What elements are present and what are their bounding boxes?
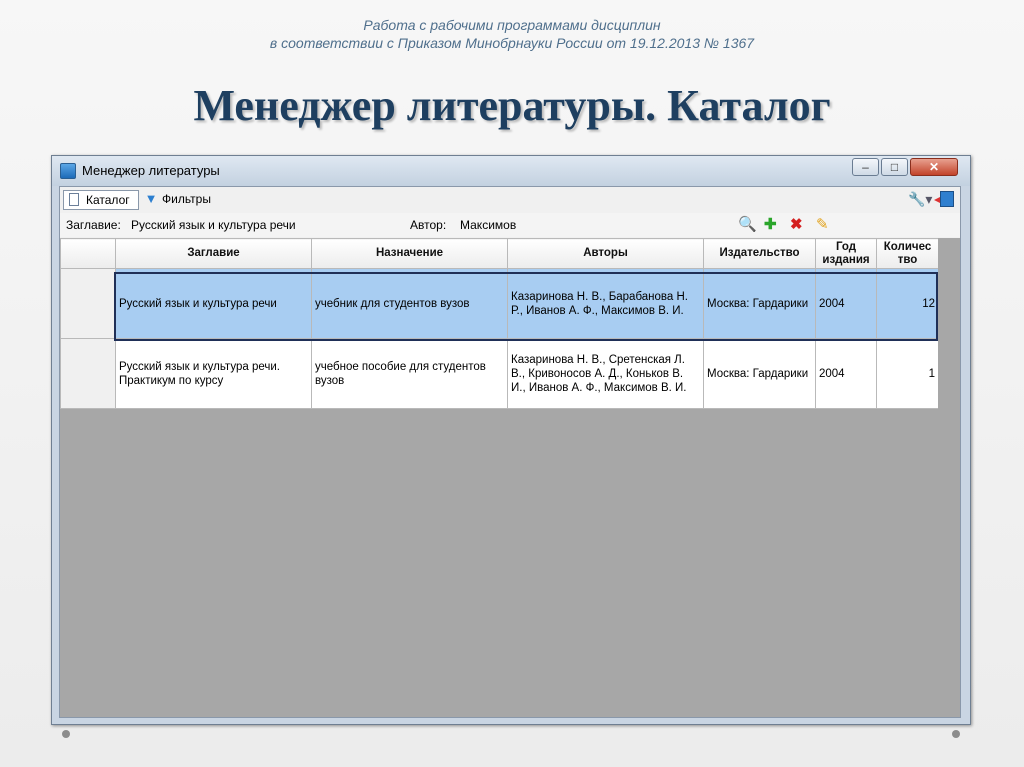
column-header-count[interactable]: Количес тво [877,239,939,269]
catalog-table [60,238,939,409]
search-icon[interactable]: 🔍 [738,216,757,233]
row-header[interactable] [61,269,116,339]
app-icon [60,163,76,179]
cell-purpose[interactable]: учебник для студентов вузов [312,269,508,339]
tools-icon[interactable]: 🔧▾ [908,191,933,207]
title-filter-label: Заглавие: [66,218,121,232]
filter-bar [60,213,960,237]
slide-subtitle [0,16,1024,52]
tab-catalog[interactable] [63,190,139,210]
column-header-purpose[interactable]: Назначение [312,239,508,269]
title-filter-input[interactable]: Русский язык и культура речи [131,218,296,232]
toolbar [60,187,960,213]
cell-publisher[interactable]: Москва: Гардарики [704,269,816,339]
table-header-row [61,239,939,269]
author-filter-label: Автор: [410,218,447,232]
table-row[interactable] [61,339,939,409]
column-header-authors[interactable]: Авторы [508,239,704,269]
minimize-button[interactable]: – [852,158,879,176]
title-bar[interactable] [52,156,970,186]
app-window [51,155,971,725]
subtitle-line-2: в соответствии с Приказом Минобрнауки России от 19.12.2013 № 1367 [269,35,755,51]
row-header[interactable] [61,339,116,409]
add-icon[interactable]: ✚ [764,216,777,233]
row-header-corner [61,239,116,269]
cell-authors[interactable]: Казаринова Н. В., Сретенская Л. В., Кривоносов А. Д., Коньков В. И., Иванов А. Ф., Максимов В. И. [508,339,704,409]
funnel-icon: ▼ [144,191,158,206]
cell-year[interactable]: 2004 [816,339,877,409]
cell-count[interactable]: 12 [877,269,939,339]
author-filter-input[interactable]: Максимов [460,218,517,232]
maximize-button[interactable]: □ [881,158,908,176]
table-row[interactable] [61,269,939,339]
window-title: Менеджер литературы [82,163,220,178]
delete-icon[interactable]: ✖ [790,216,803,233]
subtitle-line-1: Работа с рабочими программами дисциплин [363,17,661,33]
cell-year[interactable]: 2004 [816,269,877,339]
slide-title: Менеджер литературы. Каталог [193,81,831,130]
cell-publisher[interactable]: Москва: Гардарики [704,339,816,409]
column-header-publisher[interactable]: Издательство [704,239,816,269]
window-client-area [59,186,961,718]
tab-filters-label: Фильтры [162,192,211,206]
document-icon [69,193,79,206]
decorative-dot-left [62,730,70,738]
vertical-scroll-area[interactable] [938,238,960,717]
edit-icon[interactable]: ✎ [816,216,829,233]
column-header-year[interactable]: Год издания [816,239,877,269]
cell-authors[interactable]: Казаринова Н. В., Барабанова Н. Р., Иванов А. Ф., Максимов В. И. [508,269,704,339]
cell-title[interactable]: Русский язык и культура речи [116,269,312,339]
cell-title[interactable]: Русский язык и культура речи. Практикум по курсу [116,339,312,409]
column-header-title[interactable]: Заглавие [116,239,312,269]
cell-purpose[interactable]: учебное пособие для студентов вузов [312,339,508,409]
catalog-grid [60,238,960,717]
tab-filters[interactable] [140,190,230,210]
tab-catalog-label: Каталог [86,193,130,207]
exit-icon[interactable] [940,191,954,207]
close-button[interactable]: ✕ [910,158,958,176]
decorative-dot-right [952,730,960,738]
cell-count[interactable]: 1 [877,339,939,409]
